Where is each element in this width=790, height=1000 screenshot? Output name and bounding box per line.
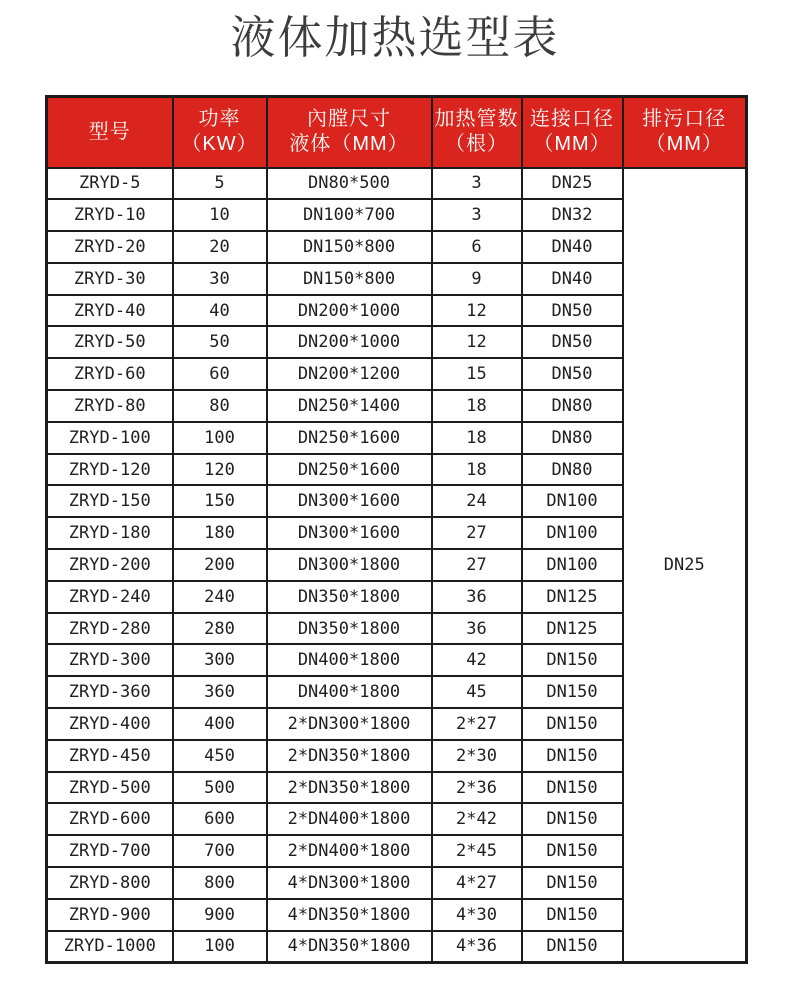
cell-connection: DN40: [522, 263, 623, 295]
cell-tubes: 4*30: [432, 899, 522, 931]
cell-power: 120: [173, 454, 267, 486]
cell-connection: DN50: [522, 358, 623, 390]
column-header-model-line: 型号: [88, 120, 131, 143]
column-header-power: [173, 97, 267, 168]
cell-chamber: DN400*1800: [267, 644, 432, 676]
cell-tubes: 36: [432, 613, 522, 645]
cell-chamber: DN200*1200: [267, 358, 432, 390]
cell-connection: DN25: [522, 168, 623, 200]
cell-model: ZRYD-280: [47, 613, 173, 645]
cell-chamber: DN300*1600: [267, 517, 432, 549]
cell-power: 450: [173, 740, 267, 772]
cell-model: ZRYD-80: [47, 390, 173, 422]
cell-tubes: 3: [432, 168, 522, 200]
cell-tubes: 15: [432, 358, 522, 390]
cell-power: 600: [173, 803, 267, 835]
cell-drain-merged: DN25: [623, 168, 747, 963]
column-header-connection-line: 连接口径: [530, 108, 614, 131]
cell-connection: DN150: [522, 931, 623, 963]
cell-chamber: DN100*700: [267, 199, 432, 231]
cell-chamber: DN300*1800: [267, 549, 432, 581]
cell-connection: DN50: [522, 295, 623, 327]
cell-chamber: 4*DN300*1800: [267, 867, 432, 899]
cell-model: ZRYD-500: [47, 772, 173, 804]
cell-chamber: DN400*1800: [267, 676, 432, 708]
column-header-chamber: [267, 97, 432, 168]
cell-model: ZRYD-900: [47, 899, 173, 931]
cell-chamber: 2*DN400*1800: [267, 835, 432, 867]
cell-power: 400: [173, 708, 267, 740]
table-body: [47, 168, 747, 963]
cell-chamber: 4*DN350*1800: [267, 931, 432, 963]
column-header-power-line: 功率: [198, 108, 241, 131]
cell-tubes: 42: [432, 644, 522, 676]
cell-connection: DN80: [522, 390, 623, 422]
column-header-model: [47, 97, 173, 168]
column-header-drain-line: 排污口径: [642, 108, 727, 131]
cell-connection: DN100: [522, 549, 623, 581]
cell-model: ZRYD-200: [47, 549, 173, 581]
column-header-connection-line: （MM）: [533, 133, 611, 156]
cell-connection: DN125: [522, 613, 623, 645]
cell-tubes: 2*42: [432, 803, 522, 835]
cell-power: 180: [173, 517, 267, 549]
cell-connection: DN150: [522, 772, 623, 804]
cell-tubes: 9: [432, 263, 522, 295]
cell-connection: DN80: [522, 422, 623, 454]
cell-chamber: 4*DN350*1800: [267, 899, 432, 931]
cell-power: 100: [173, 931, 267, 963]
cell-power: 50: [173, 326, 267, 358]
cell-tubes: 6: [432, 231, 522, 263]
cell-tubes: 4*27: [432, 867, 522, 899]
table-row-ZRYD-5: [47, 168, 747, 200]
cell-tubes: 18: [432, 454, 522, 486]
cell-model: ZRYD-700: [47, 835, 173, 867]
cell-power: 30: [173, 263, 267, 295]
cell-power: 150: [173, 485, 267, 517]
cell-chamber: DN150*800: [267, 231, 432, 263]
cell-tubes: 18: [432, 390, 522, 422]
cell-model: ZRYD-60: [47, 358, 173, 390]
cell-model: ZRYD-30: [47, 263, 173, 295]
cell-model: ZRYD-5: [47, 168, 173, 200]
column-header-drain: [623, 97, 747, 168]
cell-model: ZRYD-120: [47, 454, 173, 486]
cell-model: ZRYD-450: [47, 740, 173, 772]
cell-tubes: 2*45: [432, 835, 522, 867]
column-header-tubes-line: 加热管数: [434, 108, 519, 131]
cell-connection: DN125: [522, 581, 623, 613]
cell-connection: DN150: [522, 867, 623, 899]
cell-tubes: 24: [432, 485, 522, 517]
cell-connection: DN32: [522, 199, 623, 231]
cell-power: 200: [173, 549, 267, 581]
cell-chamber: DN250*1600: [267, 422, 432, 454]
cell-tubes: 4*36: [432, 931, 522, 963]
cell-chamber: DN250*1600: [267, 454, 432, 486]
cell-power: 10: [173, 199, 267, 231]
cell-tubes: 12: [432, 295, 522, 327]
cell-connection: DN150: [522, 835, 623, 867]
cell-power: 360: [173, 676, 267, 708]
cell-power: 280: [173, 613, 267, 645]
cell-chamber: DN350*1800: [267, 613, 432, 645]
cell-connection: DN150: [522, 644, 623, 676]
page-title: 液体加热选型表: [230, 12, 560, 63]
cell-model: ZRYD-400: [47, 708, 173, 740]
liquid-heating-selection-table: [45, 95, 748, 964]
cell-tubes: 2*30: [432, 740, 522, 772]
cell-model: ZRYD-40: [47, 295, 173, 327]
cell-model: ZRYD-150: [47, 485, 173, 517]
cell-connection: DN150: [522, 740, 623, 772]
cell-tubes: 12: [432, 326, 522, 358]
cell-power: 5: [173, 168, 267, 200]
cell-chamber: 2*DN350*1800: [267, 740, 432, 772]
cell-model: ZRYD-800: [47, 867, 173, 899]
cell-power: 60: [173, 358, 267, 390]
cell-model: ZRYD-600: [47, 803, 173, 835]
cell-power: 20: [173, 231, 267, 263]
cell-power: 100: [173, 422, 267, 454]
cell-connection: DN150: [522, 803, 623, 835]
cell-model: ZRYD-180: [47, 517, 173, 549]
cell-connection: DN50: [522, 326, 623, 358]
cell-model: ZRYD-300: [47, 644, 173, 676]
column-header-tubes-line: （根）: [445, 133, 508, 156]
column-header-chamber-line: 內膛尺寸: [307, 108, 391, 131]
cell-power: 300: [173, 644, 267, 676]
cell-tubes: 3: [432, 199, 522, 231]
cell-chamber: DN150*800: [267, 263, 432, 295]
table-header-row: [47, 97, 747, 168]
cell-chamber: 2*DN400*1800: [267, 803, 432, 835]
cell-chamber: 2*DN300*1800: [267, 708, 432, 740]
cell-tubes: 18: [432, 422, 522, 454]
cell-power: 700: [173, 835, 267, 867]
cell-model: ZRYD-20: [47, 231, 173, 263]
cell-connection: DN100: [522, 485, 623, 517]
cell-connection: DN150: [522, 899, 623, 931]
cell-connection: DN80: [522, 454, 623, 486]
cell-model: ZRYD-50: [47, 326, 173, 358]
cell-connection: DN40: [522, 231, 623, 263]
cell-connection: DN100: [522, 517, 623, 549]
cell-connection: DN150: [522, 676, 623, 708]
cell-power: 80: [173, 390, 267, 422]
column-header-drain-line: （MM）: [645, 133, 723, 156]
cell-power: 900: [173, 899, 267, 931]
cell-model: ZRYD-360: [47, 676, 173, 708]
cell-power: 500: [173, 772, 267, 804]
table-header: [47, 97, 747, 168]
cell-power: 800: [173, 867, 267, 899]
cell-chamber: DN350*1800: [267, 581, 432, 613]
cell-model: ZRYD-240: [47, 581, 173, 613]
cell-tubes: 2*36: [432, 772, 522, 804]
cell-model: ZRYD-10: [47, 199, 173, 231]
column-header-connection: [522, 97, 623, 168]
cell-model: ZRYD-1000: [47, 931, 173, 963]
cell-power: 240: [173, 581, 267, 613]
column-header-chamber-line: 液体（MM）: [289, 133, 409, 156]
cell-tubes: 36: [432, 581, 522, 613]
column-header-tubes: [432, 97, 522, 168]
cell-chamber: DN300*1600: [267, 485, 432, 517]
cell-power: 40: [173, 295, 267, 327]
cell-chamber: DN200*1000: [267, 295, 432, 327]
cell-model: ZRYD-100: [47, 422, 173, 454]
cell-tubes: 2*27: [432, 708, 522, 740]
cell-chamber: DN250*1400: [267, 390, 432, 422]
cell-chamber: DN80*500: [267, 168, 432, 200]
cell-tubes: 27: [432, 517, 522, 549]
cell-tubes: 45: [432, 676, 522, 708]
column-header-power-line: （KW）: [181, 133, 258, 156]
cell-connection: DN150: [522, 708, 623, 740]
cell-chamber: DN200*1000: [267, 326, 432, 358]
cell-tubes: 27: [432, 549, 522, 581]
cell-chamber: 2*DN350*1800: [267, 772, 432, 804]
